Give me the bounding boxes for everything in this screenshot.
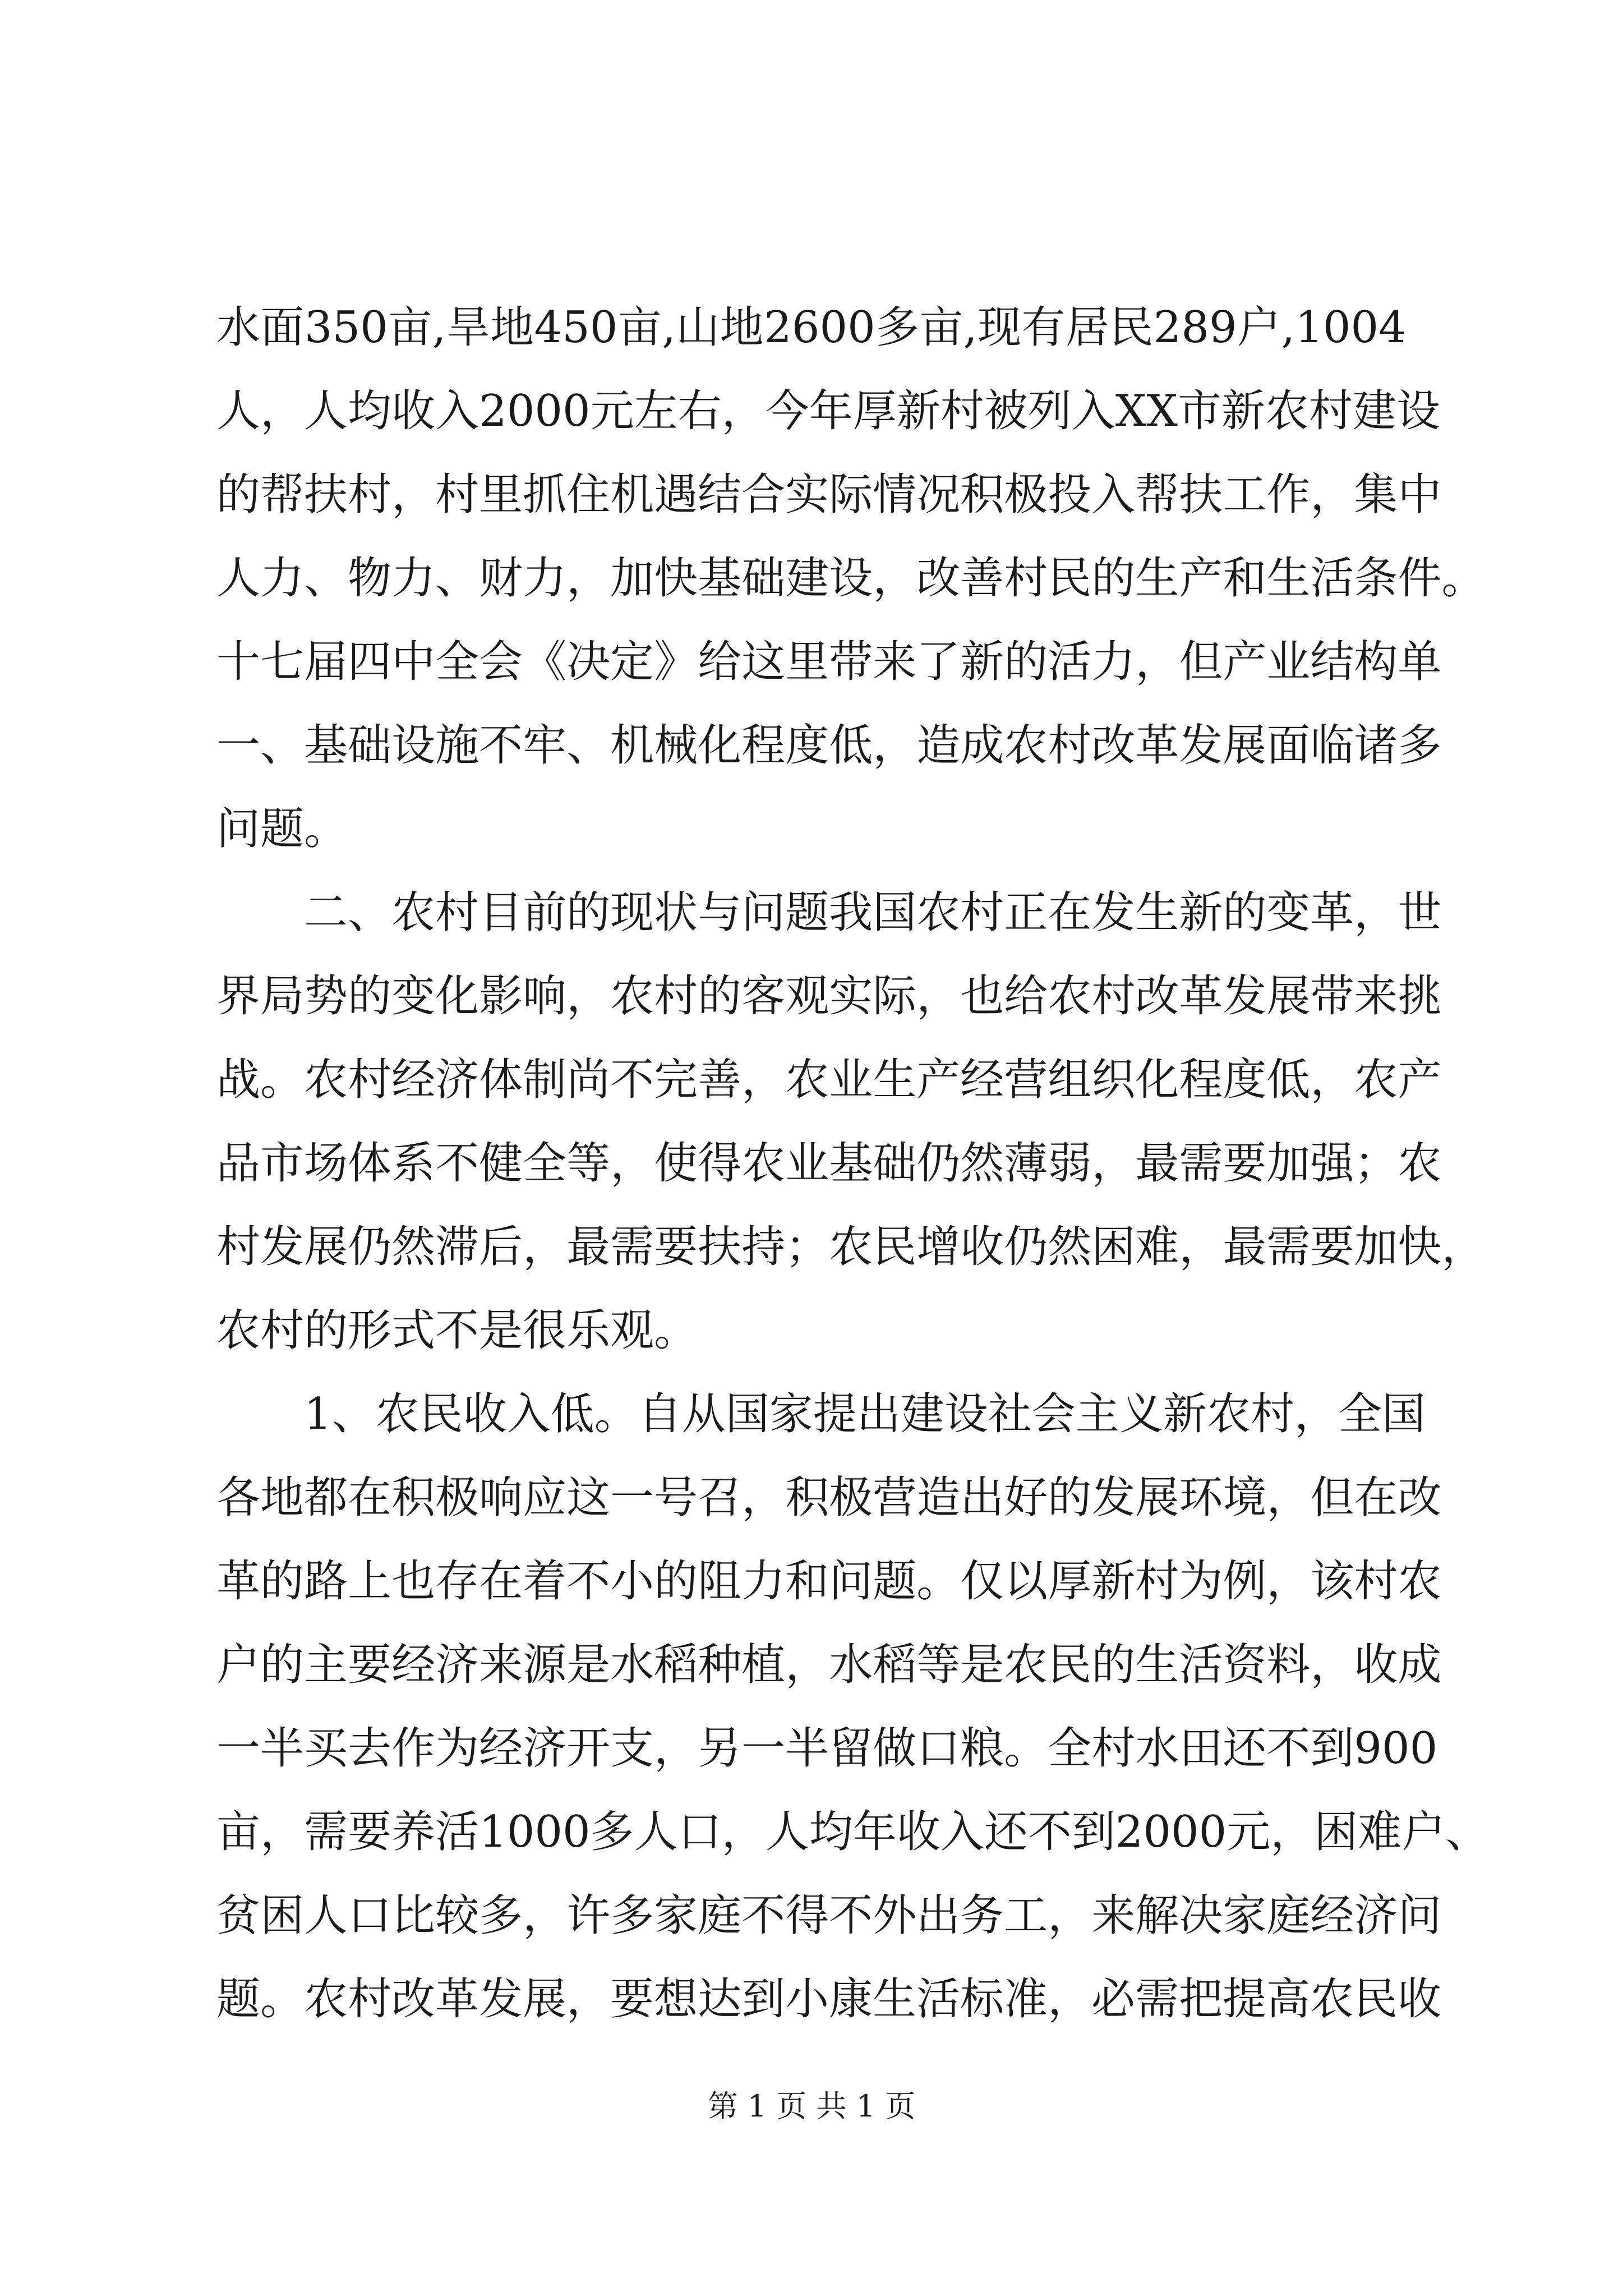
- text-line: 问题。: [216, 804, 348, 854]
- paragraph: [216, 1373, 1490, 2041]
- text-line: 一 半 买 去 作 为 经 济 开 支 ， 另 一 半 留 做 口 粮 。 全 村 水 田 还 不 到 900: [216, 1723, 1438, 1774]
- text-line: 各 地 都 在 积 极 响 应 这 一 号 召 ， 积 极 营 造 出 好 的 发 展 环 境 ， 但 在 改: [216, 1473, 1442, 1523]
- text-line: 一 、 基 础 设 施 不 牢 、 机 械 化 程 度 低 ， 造 成 农 村 改 革 发 展 面 临 诸 多: [216, 720, 1442, 771]
- text-line: 革 的 路 上 也 存 在 着 不 小 的 阻 力 和 问 题 。 仅 以 厚 新 村 为 例 ， 该 村 农: [216, 1556, 1442, 1607]
- text-line: 题。农村改革发展，要想达到小康生活标准，必需把提高农民收: [216, 1974, 1442, 2024]
- text-line: 亩 ， 需 要 养 活 1000 多 人 口 ， 人 均 年 收 入 还 不 到 2000 元 ， 困 难 户 、: [216, 1807, 1490, 1857]
- text-line: 二 、 农 村 目 前 的 现 状 与 问 题 我 国 农 村 正 在 发 生 新 的 变 革 ， 世: [304, 887, 1442, 938]
- document-body: [216, 286, 1490, 2041]
- paragraph: [216, 286, 1486, 871]
- text-line: 战 。 农 村 经 济 体 制 尚 不 完 善 ， 农 业 生 产 经 营 组 织 化 程 度 低 ， 农 产: [216, 1055, 1442, 1105]
- text-line: 贫 困 人 口 比 较 多 ， 许 多 家 庭 不 得 不 外 出 务 工 ， 来 解 决 家 庭 经 济 问: [216, 1890, 1442, 1941]
- page-footer: 第 1 页 共 1 页: [707, 2088, 916, 2124]
- text-line: 品 市 场 体 系 不 健 全 等 ， 使 得 农 业 基 础 仍 然 薄 弱 ， 最 需 要 加 强 ； 农: [216, 1138, 1442, 1189]
- text-line: 水 面 350 亩 , 旱 地 450 亩 , 山 地 2600 多 亩 , 现 有 居 民 289 户 ,1004: [216, 302, 1407, 353]
- text-line: 十 七 届 四 中 全 会 《 决 定 》 给 这 里 带 来 了 新 的 活 力 ， 但 产 业 结 构 单: [216, 637, 1442, 687]
- text-line: 户 的 主 要 经 济 来 源 是 水 稻 种 植 ， 水 稻 等 是 农 民 的 生 活 资 料 ， 收 成: [216, 1640, 1442, 1690]
- text-line: 界 局 势 的 变 化 影 响 ， 农 村 的 客 观 实 际 ， 也 给 农 村 改 革 发 展 带 来 挑: [216, 971, 1442, 1022]
- text-line: 人 ， 人 均 收 入 2000 元 左 右 ， 今 年 厚 新 村 被 列 入 XX 市 新 农 村 建 设: [216, 386, 1440, 436]
- text-line: 人 力 、 物 力 、 财 力 ， 加 快 基 础 建 设 ， 改 善 村 民 的 生 产 和 生 活 条 件 。: [216, 553, 1486, 604]
- text-line: 农村的形式不是很乐观。: [216, 1305, 698, 1356]
- text-line: 1 、 农 民 收 入 低 。 自 从 国 家 提 出 建 设 社 会 主 义 新 农 村 ， 全 国: [304, 1389, 1426, 1439]
- paragraph: [216, 871, 1486, 1373]
- text-line: 的 帮 扶 村 ， 村 里 抓 住 机 遇 结 合 实 际 情 况 积 极 投 入 帮 扶 工 作 ， 集 中: [216, 470, 1442, 520]
- text-line: 村 发 展 仍 然 滞 后 ， 最 需 要 扶 持 ； 农 民 增 收 仍 然 困 难 ， 最 需 要 加 快 ，: [216, 1222, 1486, 1272]
